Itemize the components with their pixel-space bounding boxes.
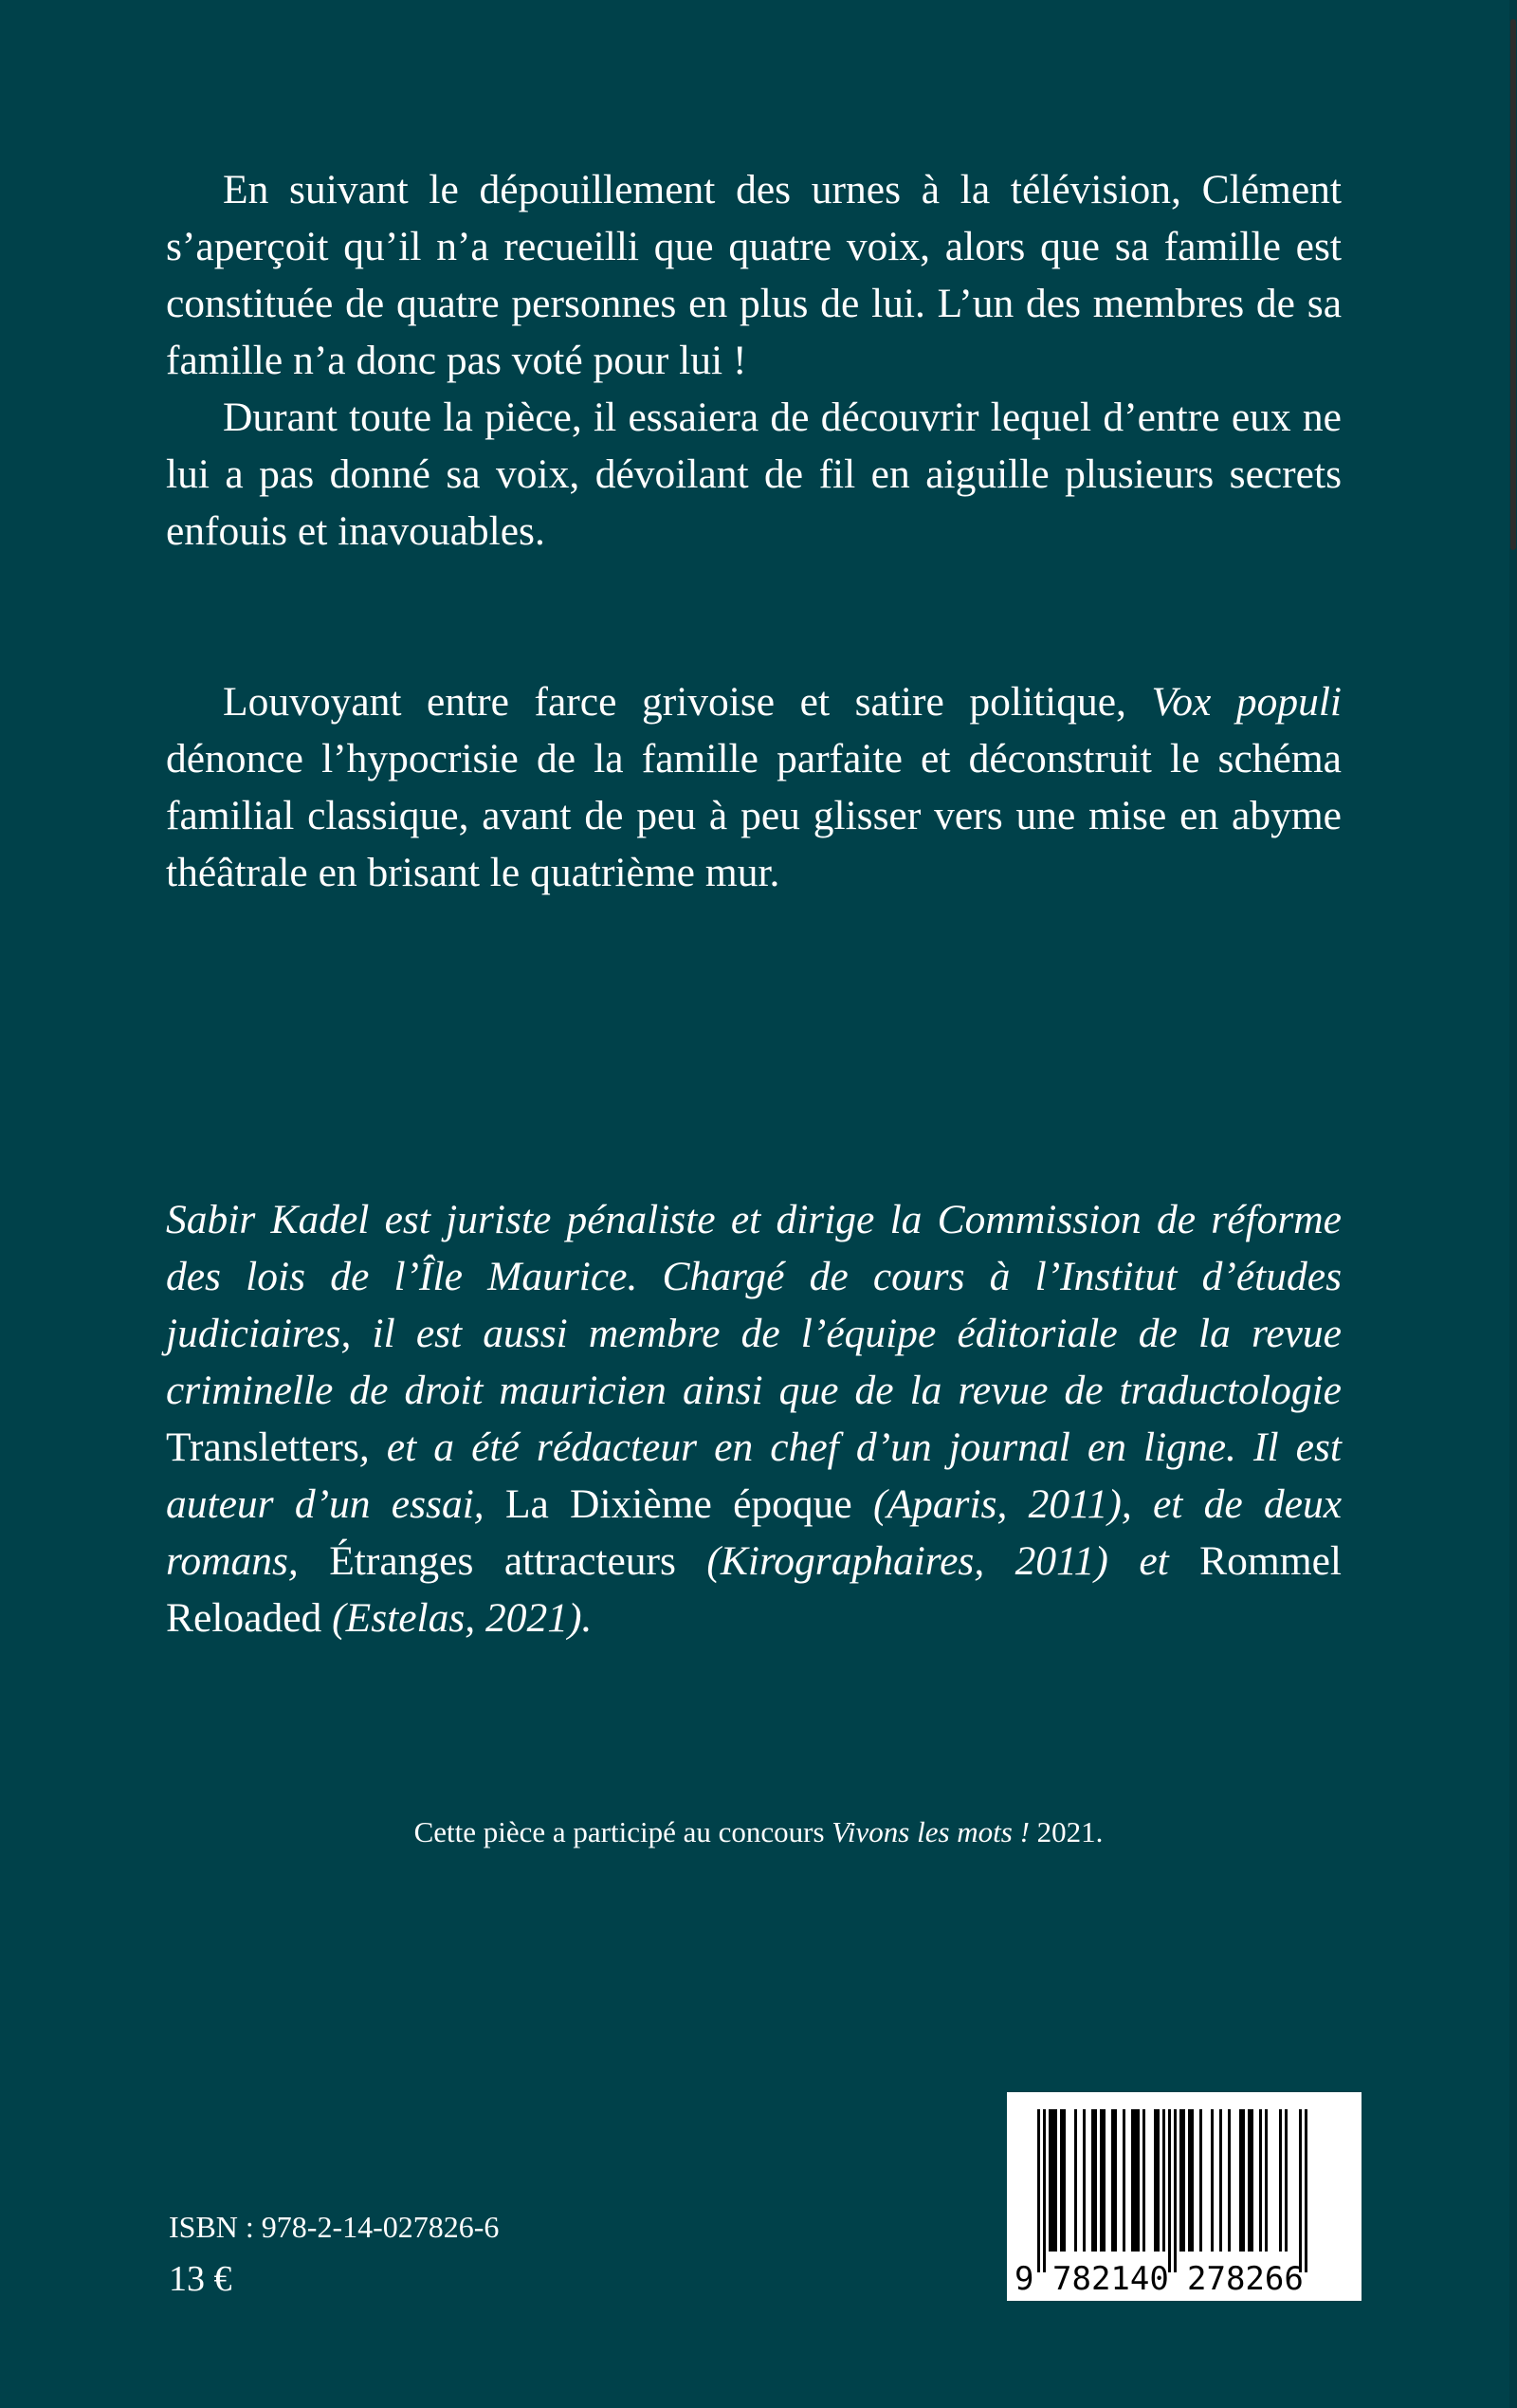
barcode-bar [1100,2109,1103,2252]
contest-year: 2021. [1036,1815,1104,1848]
synopsis-block-2 [166,673,1342,901]
bio-title-rommel-reloaded: Rommel Reloaded [166,1538,1342,1641]
bio-text-5: (Estelas, 2021). [332,1595,593,1641]
barcode-bar [1049,2109,1051,2252]
synopsis-paragraph-1: En suivant le dépouillement des urnes à la télévision, Clément s’aperçoit qu’il n’a recueilli que quatre voix, alors que sa famille est constituée de quatre personnes en plus de lui. L’un des membres de sa famille n’a donc pas voté pour lui ! [166,167,1342,383]
barcode-bar [1060,2109,1063,2252]
barcode-bar [1114,2109,1117,2252]
synopsis-paragraph-2: Durant toute la pièce, il essaiera de découvrir lequel d’entre eux ne lui a pas donné sa voix, dévoilant de fil en aiguille plusieurs secrets enfouis et inavouables. [166,395,1342,554]
barcode-bar [1191,2109,1194,2252]
barcode-bar [1063,2109,1066,2252]
synopsis-paragraph-3 [166,673,1342,901]
barcode-bar [1111,2109,1114,2252]
barcode-bar [1157,2109,1160,2252]
barcode-bar [1305,2109,1307,2272]
barcode-bar [1174,2109,1177,2272]
bio-text-3: (Aparis, 2011), et de deux romans, [166,1481,1343,1584]
barcode-bar [1285,2109,1288,2252]
barcode-bar [1228,2109,1231,2252]
isbn: ISBN : 978-2-14-027826-6 [169,2210,500,2244]
price: 13 € [169,2259,232,2299]
barcode-bar [1188,2109,1191,2252]
contest-note [0,1813,1517,1851]
barcode-bar [1091,2109,1094,2252]
barcode-bar [1219,2109,1222,2252]
contest-before: Cette pièce a participé au concours [413,1815,825,1848]
scrollbar[interactable] [1509,0,1517,2408]
barcode-bar [1142,2109,1145,2252]
barcode-bar [1103,2109,1106,2252]
barcode-bar [1043,2109,1046,2272]
synopsis-block [166,161,1342,560]
barcode-bar [1211,2109,1214,2252]
barcode-bar [1168,2109,1171,2272]
barcode-bar [1037,2109,1040,2272]
barcode-bar [1051,2109,1054,2252]
contest-title: Vivons les mots ! [832,1815,1030,1848]
bio-text-1: Sabir Kadel est juriste pénaliste et dirige la Commission de réforme des lois de l’Île Maurice. Chargé de cours à l’Institut d’études judiciaires, il est aussi membre de l’équipe éditoriale de la revue criminelle de droit mauricien ainsi que de la revue de traductologie [166,1197,1342,1413]
barcode-bar [1162,2109,1165,2252]
barcode-bar [1259,2109,1262,2252]
barcode-bar [1083,2109,1086,2252]
bio-title-etranges-attracteurs: Étranges attracteurs [329,1538,676,1584]
barcode-digit-first: 9 [1014,2260,1034,2298]
barcode-bar [1131,2109,1134,2252]
barcode-bar [1251,2109,1253,2252]
barcode-bar [1123,2109,1125,2252]
bio-text-2: , et a été rédacteur en chef d’un journal en ligne. Il est auteur d’un essai, [166,1425,1342,1527]
barcode-bar [1054,2109,1057,2252]
barcode-bar [1299,2109,1302,2272]
barcode-digits-right: 278266 [1187,2260,1304,2298]
barcode-bar [1094,2109,1097,2252]
barcode-digits-left: 782140 [1052,2260,1169,2298]
scrollbar-thumb[interactable] [1510,19,1516,550]
bio-text-4: (Kirographaires, 2011) et [706,1538,1169,1584]
barcode-bar [1137,2109,1140,2252]
barcode-bar [1179,2109,1182,2252]
barcode-bar [1074,2109,1077,2252]
barcode-bar [1239,2109,1242,2252]
barcode [1007,2092,1362,2301]
barcode-bar [1279,2109,1282,2252]
bio-title-transletters: Transletters [166,1425,359,1470]
synopsis-p3-end: dénonce l’hypocrisie de la famille parfaite et déconstruit le schéma familial classique, avant de peu à peu glisser vers une mise en abyme théâtrale en brisant le quatrième mur. [166,736,1342,895]
barcode-graphic [1007,2092,1362,2301]
barcode-bar [1182,2109,1185,2252]
barcode-bar [1242,2109,1245,2252]
barcode-bar [1154,2109,1157,2252]
play-title: Vox populi [1151,679,1343,725]
synopsis-p3-start: Louvoyant entre farce grivoise et satire politique, [223,679,1126,725]
barcode-bar [1134,2109,1137,2252]
barcode-bar [1199,2109,1202,2252]
bio-title-dixieme-epoque: La Dixième époque [504,1481,852,1527]
author-bio [166,1191,1342,1646]
barcode-bar [1248,2109,1251,2252]
barcode-bar [1265,2109,1268,2252]
